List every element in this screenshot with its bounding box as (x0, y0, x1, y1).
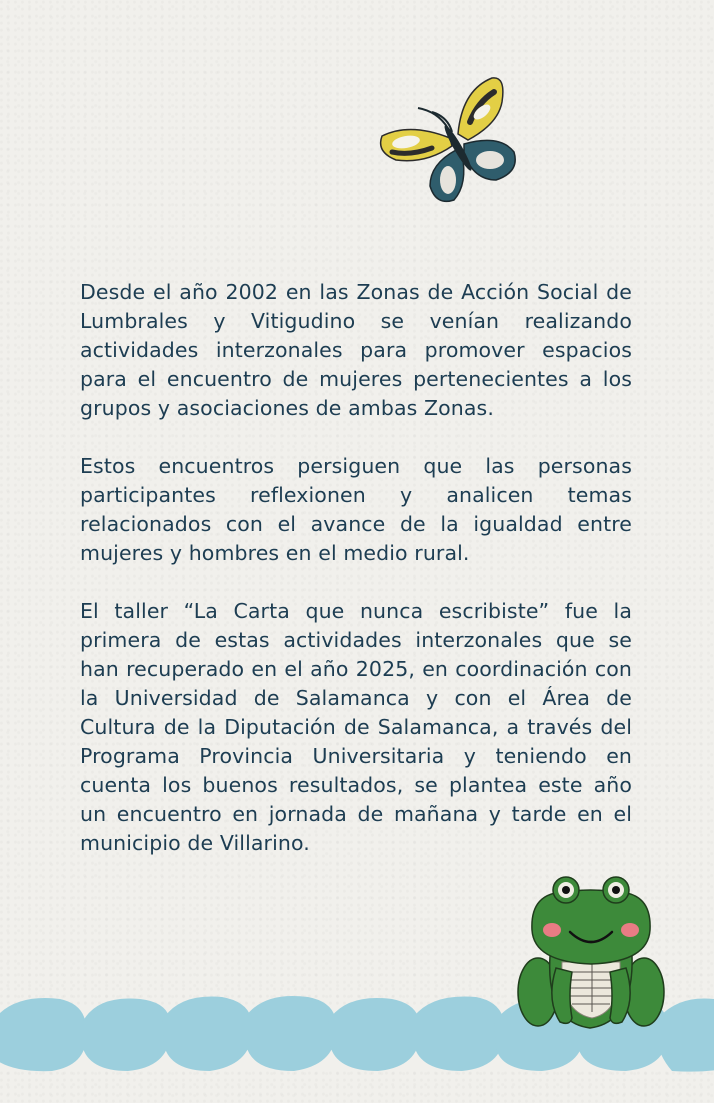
frog-icon (516, 872, 666, 1037)
paragraph-objectives: Estos encuentros persiguen que las personas participantes reflexionen y analicen temas relacionados con el avance de la igualdad entre mujeres y hombres en el medio rural. (80, 454, 632, 565)
body-text (80, 278, 632, 858)
paragraph-workshop: El taller “La Carta que nunca escribiste” fue la primera de estas actividades interzonales que se han recuperado en el año 2025, en coordinación con la Universidad de Salamanca y con el Área de Cultura de la Diputación de Salamanca, a través del Programa Provincia Universitaria y teniendo en cuenta los buenos resultados, se plantea este año un encuentro en jornada de mañana y tarde en el municipio de Villarino. (80, 599, 632, 855)
butterfly-icon (370, 72, 520, 212)
paragraph-intro: Desde el año 2002 en las Zonas de Acción Social de Lumbrales y Vitigudino se venían realizando actividades interzonales para promover espacios para el encuentro de mujeres pertenecientes a los grupos y asociaciones de ambas Zonas. (80, 280, 632, 420)
